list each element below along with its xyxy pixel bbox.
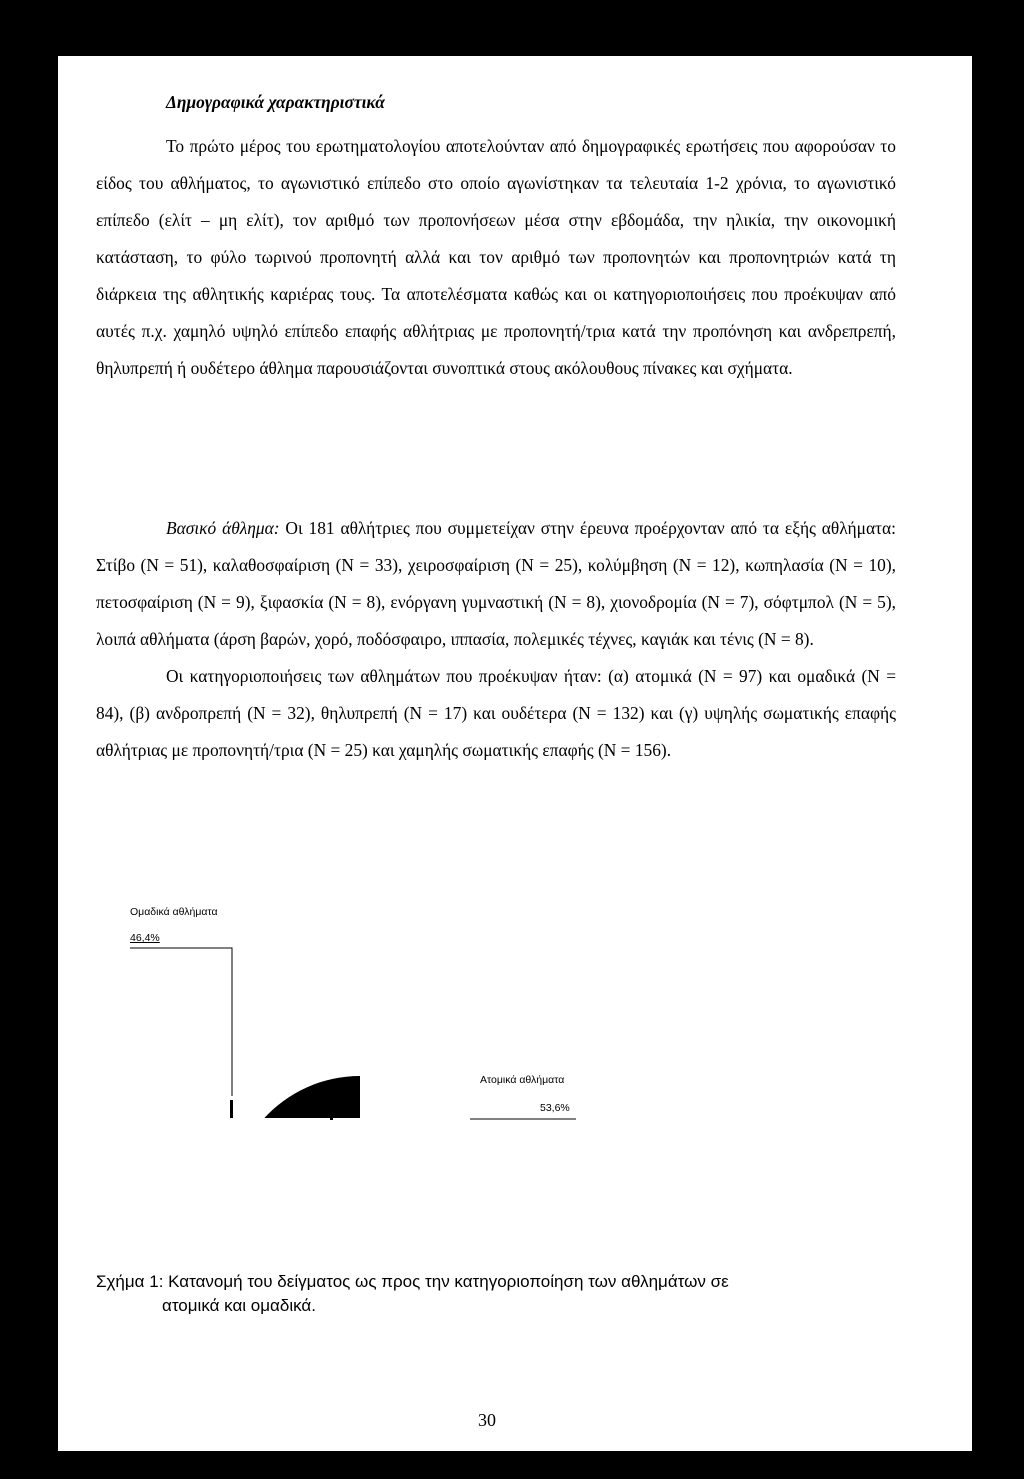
main-sport-label: Βασικό άθλημα: <box>166 518 280 538</box>
chart-clip-mask <box>120 1118 600 1136</box>
paragraph-demographics: Το πρώτο μέρος του ερωτηματολογίου αποτελούνταν από δημογραφικές ερωτήσεις που αφορούσαν το είδος του αθλήματος, το αγωνιστικό επίπεδο στο οποίο αγωνίστηκαν τα τελευταία 1-2 χρόνια, το αγωνιστικό επίπεδο (ελίτ – μη ελίτ), τον αριθμό των προπονήσεων μέσα στην εβδομάδα, την ηλικία, την οικονομική κατάσταση, το φύλο τωρινού προπονητή αλλά και τον αριθμό των προπονητών και προπονητριών κατά τη διάρκεια της αθλητικής καριέρας τους. Τα αποτελέσματα καθώς και οι κατηγοριοποιήσεις που προέκυψαν από αυτές π.χ. χαμηλό υψηλό επίπεδο επαφής αθλήτριας με προπονητή/τρια κατά την προπόνηση και ανδρεπρεπή, θηλυπρεπή ή ουδέτερο άθλημα παρουσιάζονται συνοπτικά στους ακόλουθους πίνακες και σχήματα. <box>96 136 896 378</box>
body-text <box>96 128 896 387</box>
page-number: 30 <box>478 1410 496 1430</box>
slice-edge-mark-0 <box>230 1100 233 1118</box>
slice-edge-mark-1 <box>330 1102 333 1120</box>
legend-team-sports: Ομαδικά αθλήματα <box>130 906 218 918</box>
body-text-sports <box>96 510 896 769</box>
slice-edge-mark-2 <box>356 1092 359 1118</box>
paragraph-main-sport <box>96 510 896 658</box>
label-individual-percent: 53,6% <box>540 1102 570 1114</box>
pie-chart <box>120 896 600 1136</box>
figure-caption-line1: Σχήμα 1: Κατανομή του δείγματος ως προς την κατηγοριοποίηση των αθλημάτων σε <box>96 1272 729 1291</box>
main-sport-text: Οι 181 αθλήτριες που συμμετείχαν στην έρευνα προέρχονταν από τα εξής αθλήματα: Στίβο (N = 51), καλαθοσφαίριση (N = 33), χειροσφαίριση (N = 25), κολύμβηση (N = 12), κωπηλασία (N = 10), πετοσφαίριση (N = 9), ξιφασκία (N = 8), ενόργανη γυμναστική (N = 8), χιονοδρομία (N = 7), σόφτμπολ (N = 5), λοιπά αθλήματα (άρση βαρών, χορό, ποδόσφαιρο, ιππασία, πολεμικές τέχνες, καγιάκ και τένις (N = 8). <box>96 518 896 649</box>
leader-line-team <box>130 948 232 1096</box>
pie-chart-svg <box>120 896 600 1136</box>
legend-individual-sports: Ατομικά αθλήματα <box>480 1074 565 1086</box>
figure-caption-line2: ατομικά και ομαδικά. <box>162 1296 316 1315</box>
figure-caption <box>96 1270 856 1318</box>
paragraph-categories: Οι κατηγοριοποιήσεις των αθλημάτων που προέκυψαν ήταν: (α) ατομικά (N = 97) και ομαδικά (N = 84), (β) ανδροπρεπή (N = 32), θηλυπρεπή (N = 17) και ουδέτερα (N = 132) και (γ) υψηλής σωματικής επαφής αθλήτριας με προπονητή/τρια (N = 25) και χαμηλής σωματικής επαφής (N = 156). <box>96 666 896 760</box>
section-heading: Δημογραφικά χαρακτηριστικά <box>166 92 385 112</box>
label-team-percent: 46,4% <box>130 932 160 944</box>
